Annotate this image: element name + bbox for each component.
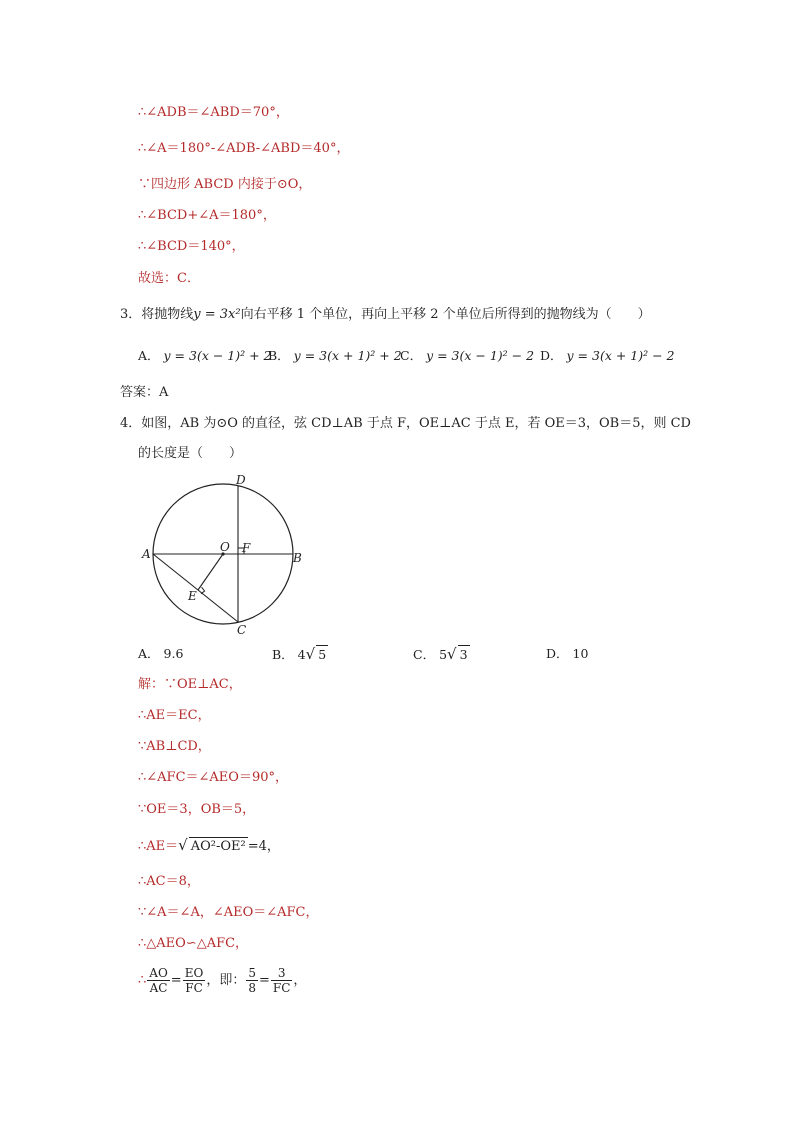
question-3-prefix: 3．将抛物线 <box>120 307 194 322</box>
fraction: $\frac{EO}{FC}$ <box>184 966 204 995</box>
circle-figure <box>138 472 308 637</box>
question-4-stem: 4．如图，AB 为⊙O 的直径，弦 CD⊥AB 于点 F，OE⊥AC 于点 E，若 OE＝3，OB＝5，则 CD <box>120 416 691 431</box>
option-d: D． y = 3(x + 1)² − 2 <box>540 348 675 363</box>
answer-line: 答案：A <box>120 385 169 400</box>
solution-line: 故选：C． <box>138 271 200 286</box>
solution-line: ∴ $\frac{AO}{AC}$ = $\frac{EO}{FC}$ ，即： $\frac{5}{8}$ = $\frac{3}{FC}$ ， <box>138 966 307 995</box>
radical-sign: √ <box>178 836 188 854</box>
option-a: A． 9.6 <box>138 646 184 661</box>
question-3-formula: y = 3x² <box>193 307 241 322</box>
solution-line: ∴∠BCD+∠A＝180°， <box>138 208 276 223</box>
solution-line: ∴∠BCD＝140°， <box>138 239 245 254</box>
option-b: B． y = 3(x + 1)² + 2 <box>268 348 402 363</box>
label-o: O <box>220 540 230 554</box>
question-4-stem-2: 的长度是（ ） <box>138 446 243 461</box>
radical-sign: √ <box>305 645 316 663</box>
solution-line: ∴∠AFC＝∠AEO＝90°， <box>138 770 288 785</box>
fraction: $\frac{AO}{AC}$ <box>149 966 168 995</box>
label-a: A <box>142 547 151 561</box>
solution-line: ∴AC＝8， <box>138 874 200 889</box>
solution-line: 解：∵OE⊥AC， <box>138 677 242 692</box>
right-angle-e <box>201 587 205 594</box>
label-c: C <box>237 623 247 637</box>
label-d: D <box>236 473 246 487</box>
question-3-stem <box>120 306 651 324</box>
option-c: C． y = 3(x − 1)² − 2 <box>400 348 535 363</box>
fraction: $\frac{5}{8}$ <box>248 966 256 995</box>
label-e: E <box>188 589 197 603</box>
radical-sign: √ <box>447 645 457 663</box>
solution-line: ∵AB⊥CD， <box>138 739 211 754</box>
solution-line: ∵∠A＝∠A，∠AEO＝∠AFC， <box>138 905 319 920</box>
solution-line: ∴△AEO∽△AFC， <box>138 936 249 951</box>
solution-line: ∴AE＝√ AO²-OE² =4， <box>138 836 280 854</box>
solution-line: ∵四边形 ABCD 内接于⊙O， <box>138 177 312 192</box>
chord-ac <box>153 554 238 622</box>
option-a: A． y = 3(x − 1)² + 2 <box>138 348 272 363</box>
segment-oe <box>198 554 223 590</box>
fraction: $\frac{3}{FC}$ <box>272 966 291 995</box>
label-b: B <box>293 551 302 565</box>
label-f: F <box>242 541 251 555</box>
question-3-suffix: 向右平移 1 个单位，再向上平移 2 个单位后所得到的抛物线为（ ） <box>240 307 651 322</box>
solution-line: ∴∠ADB＝∠ABD＝70°， <box>138 105 289 120</box>
solution-line: ∵OE＝3，OB＝5， <box>138 802 256 817</box>
radicand: AO²-OE² <box>190 839 246 854</box>
option-b: B． 4√ 5 <box>272 645 327 663</box>
solution-line: ∴∠A＝180°-∠ADB-∠ABD＝40°， <box>138 141 350 156</box>
option-d: D． 10 <box>546 646 589 661</box>
option-c: C． 5√ 3 <box>413 645 468 663</box>
solution-line: ∴AE＝EC， <box>138 708 211 723</box>
